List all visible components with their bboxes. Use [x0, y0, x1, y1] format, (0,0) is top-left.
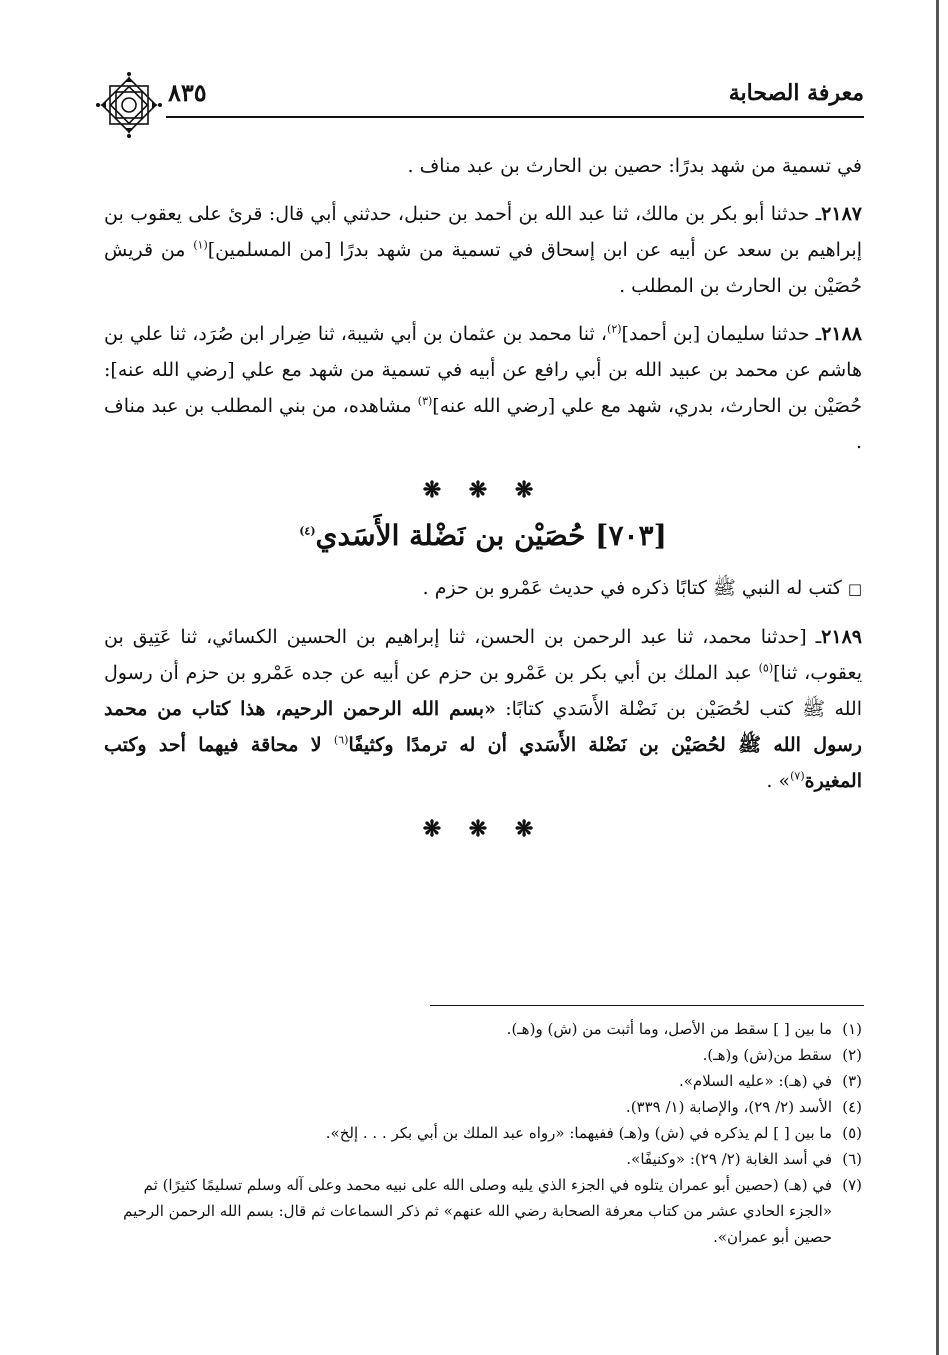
- entry-intro-text: كتب له النبي ﷺ كتابًا ذكره في حديث عَمْرو بن حزم .: [422, 577, 848, 599]
- footnote-number: (٢): [842, 1046, 862, 1064]
- hadith-number: ٢١٨٧: [821, 203, 862, 225]
- header-divider: [166, 116, 864, 118]
- footnote-item: [104, 1094, 862, 1120]
- footnote-ref[interactable]: (٦): [333, 733, 349, 747]
- footnote-text: في أسد الغابة (٢/ ٢٩): «وكنيفًا».: [626, 1150, 832, 1168]
- entry-title-text: [٧٠٣] حُصَيْن بن نَضْلة الأَسَدي: [315, 519, 667, 552]
- main-text: [104, 148, 862, 855]
- paragraph-intro-text: في تسمية من شهد بدرًا: حصين بن الحارث بن عبد مناف .: [407, 155, 862, 177]
- hadith-2187: [104, 196, 862, 304]
- footnote-number: (١): [842, 1020, 862, 1038]
- hadith-text-end: مشاهده، من بني المطلب بن عبد مناف .: [104, 395, 862, 453]
- footnote-text: ما بين [ ] سقط من الأصل، وما أثبت من (ش) و(هـ).: [506, 1020, 832, 1038]
- hadith-text-end: من قريش حُصَيْن بن الحارث بن المطلب .: [104, 239, 862, 297]
- hadith-2189: [104, 619, 862, 799]
- footnote-ref[interactable]: (٢): [607, 322, 622, 336]
- footnote-ref[interactable]: (٧): [790, 769, 805, 783]
- square-bullet-icon: □: [847, 580, 862, 598]
- hadith-text-cont: عبد الملك بن أبي بكر بن عَمْرو بن حزم عن أبيه عن جده عَمْرو بن حزم أن رسول الله ﷺ كتب لحُصَيْن بن نَضْلة الأَسَدي كتابًا:: [104, 662, 862, 720]
- hadith-number: ٢١٨٨: [821, 323, 863, 345]
- section-separator: ❋ ❋ ❋: [422, 816, 544, 842]
- footnote-ref[interactable]: (١): [193, 238, 208, 252]
- entry-intro: [104, 570, 862, 607]
- footnote-item: [104, 1172, 862, 1250]
- footnote-item: [104, 1068, 862, 1094]
- footnote-number: (٤): [842, 1098, 862, 1116]
- footnote-text: الأسد (٢/ ٢٩)، والإصابة (١/ ٣٣٩).: [625, 1098, 832, 1116]
- hadith-2188: [104, 316, 862, 460]
- footnote-item: [104, 1120, 862, 1146]
- hadith-text: ـ [حدثنا محمد، ثنا عبد الرحمن بن الحسن، ثنا إبراهيم بن الحسين الكسائي، ثنا عَتِيق بن يعقوب، ثنا]: [104, 626, 863, 684]
- hadith-quote: «بسم الله الرحمن الرحيم، هذا كتاب من محمد رسول الله ﷺ لحُصَيْن بن نَضْلة الأَسَدي أن له ترمدًا وكثيفًا: [104, 698, 862, 756]
- hadith-text-mid: ، ثنا محمد بن عثمان بن أبي شيبة، ثنا ضِرار ابن صُرَد، ثنا علي بن هاشم عن محمد بن عبيد الله بن أبي رافع عن أبيه في تسمية من شهد مع علي [رضي الله عنه]: حُصَيْن بن الحارث، بدري، شهد مع علي [رضي الله عنه]: [104, 323, 863, 417]
- page-number: ٨٣٥: [168, 78, 207, 107]
- hadith-quote-cont: لا محاقة فيهما أحد وكتب المغيرة: [104, 734, 862, 792]
- hadith-text: ـ حدثنا أبو بكر بن مالك، ثنا عبد الله بن أحمد بن حنبل، حدثني أبي قال: قرئ على يعقوب بن إبراهيم بن سعد عن أبيه عن ابن إسحاق في تسمية من شهد بدرًا [من المسلمين]: [104, 203, 862, 261]
- footnote-number: (٧): [842, 1176, 862, 1194]
- footnote-ref[interactable]: (٥): [758, 661, 774, 675]
- hadith-text-end: » .: [766, 770, 791, 792]
- footnote-ref[interactable]: (٤): [299, 524, 316, 538]
- footnote-text: في (هـ): «عليه السلام».: [678, 1072, 832, 1090]
- paragraph-intro: [104, 148, 862, 184]
- footnote-item: [104, 1146, 862, 1172]
- footnote-number: (٦): [842, 1150, 862, 1168]
- octagram-ornament-icon: [96, 72, 162, 138]
- footnote-text: سقط من(ش) و(هـ).: [702, 1046, 832, 1064]
- footnote-text: ما بين [ ] لم يذكره في (ش) و(هـ) ففيهما: «رواه عبد الملك بن أبي بكر . . . إلخ».: [325, 1124, 832, 1142]
- footnotes-list: [104, 1016, 862, 1250]
- footnote-text: في (هـ) (حصين أبو عمران يتلوه في الجزء الذي يليه وصلى الله على نبيه محمد وعلى آله وسلم تسليمًا كثيرًا) ثم «الجزء الحادي عشر من كتاب معرفة الصحابة رضي الله عنهم» ثم ذكر السماعات ثم قال: بسم الله الرحمن الرحيم حصين أبو عمران».: [123, 1176, 832, 1246]
- footnote-ref[interactable]: (٣): [417, 394, 433, 408]
- hadith-number: ٢١٨٩: [821, 626, 862, 648]
- footnote-number: (٥): [842, 1124, 862, 1142]
- footnote-item: [104, 1042, 862, 1068]
- page-edge-line: [936, 0, 939, 1355]
- book-title: معرفة الصحابة: [728, 80, 864, 106]
- footnote-number: (٣): [842, 1072, 862, 1090]
- footnote-item: [104, 1016, 862, 1042]
- section-separator: ❋ ❋ ❋: [422, 477, 544, 503]
- footnote-divider: [430, 1005, 864, 1006]
- entry-title: [104, 516, 862, 556]
- page-header: [96, 72, 864, 112]
- hadith-text: ـ حدثنا سليمان [بن أحمد]: [621, 323, 822, 345]
